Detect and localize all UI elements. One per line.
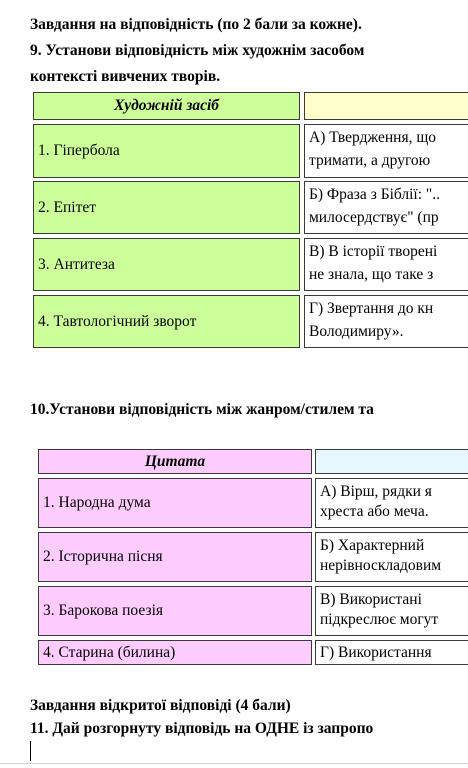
- text-cursor: [30, 741, 31, 761]
- table-10-row-2-right-line-2: нерівноскладовим: [320, 557, 442, 574]
- table-9-row-1-right-line-1: А) Твердження, що: [309, 129, 437, 146]
- question-9-line-1: 9. Установи відповідність між художнім засобом: [30, 42, 365, 59]
- table-9-row-2-right-line-2: милосердствує" (пр: [309, 209, 439, 226]
- table-9-row-3-left: 3. Антитеза: [33, 238, 300, 291]
- table-9-row-1-left: 1. Гіпербола: [33, 124, 300, 178]
- table-10-header-left: Цитата: [38, 449, 312, 474]
- table-9-row-2-left: 2. Епітет: [33, 181, 300, 234]
- table-10-row-1-left: 1. Народна дума: [38, 478, 312, 528]
- table-9-row-4-right-line-2: Володимиру».: [309, 323, 404, 340]
- table-9-header-left: Художній засіб: [33, 92, 300, 120]
- table-10-row-1-right-line-2: хреста або меча.: [320, 503, 429, 520]
- table-9-row-1-right-line-2: тримати, а другою: [309, 152, 431, 169]
- table-10-row-2-right-line-1: Б) Характерний: [320, 537, 425, 554]
- table-10-row-4-right: Г) Використання: [315, 640, 468, 665]
- table-10-row-3-left: 3. Барокова поезія: [38, 586, 312, 636]
- table-9-row-4-right: [304, 295, 468, 348]
- table-9-row-1-right: [304, 124, 468, 178]
- table-9-row-3-right-line-2: не знала, що таке з: [309, 266, 434, 283]
- table-10-row-2-right: [315, 532, 468, 582]
- table-9-row-2-right-line-1: Б) Фраза з Біблії: "..: [309, 186, 441, 203]
- task-heading: Завдання на відповідність (по 2 бали за кожне).: [30, 16, 362, 33]
- page-edge-divider: [0, 763, 468, 764]
- table-10-row-3-right-line-2: підкреслює могут: [320, 611, 439, 628]
- table-10-row-1-right-line-1: А) Вірш, рядки я: [320, 483, 432, 500]
- table-9-row-3-right: [304, 238, 468, 291]
- open-task-heading: Завдання відкритої відповіді (4 бали): [30, 697, 291, 714]
- table-10-row-3-right-line-1: В) Використані: [320, 591, 422, 608]
- table-9-row-2-right: [304, 181, 468, 234]
- table-10-row-1-right: [315, 478, 468, 528]
- table-10-row-3-right: [315, 586, 468, 636]
- table-10-row-4-left: 4. Старина (билина): [38, 640, 312, 665]
- table-9-row-3-right-line-1: В) В історії творені: [309, 243, 438, 260]
- table-9-header-right: [304, 92, 468, 120]
- question-9-line-2: контексті вивчених творів.: [30, 68, 221, 85]
- table-10-header-right: [315, 449, 468, 474]
- table-9-row-4-left: 4. Тавтологічний зворот: [33, 295, 300, 348]
- table-9-row-4-right-line-1: Г) Звертання до кн: [309, 300, 434, 317]
- question-11-line-1: 11. Дай розгорнуту відповідь на ОДНЕ із запропо: [30, 720, 374, 737]
- table-10-row-2-left: 2. Історична пісня: [38, 532, 312, 582]
- question-10-line-1: 10.Установи відповідність між жанром/стилем та: [30, 401, 374, 418]
